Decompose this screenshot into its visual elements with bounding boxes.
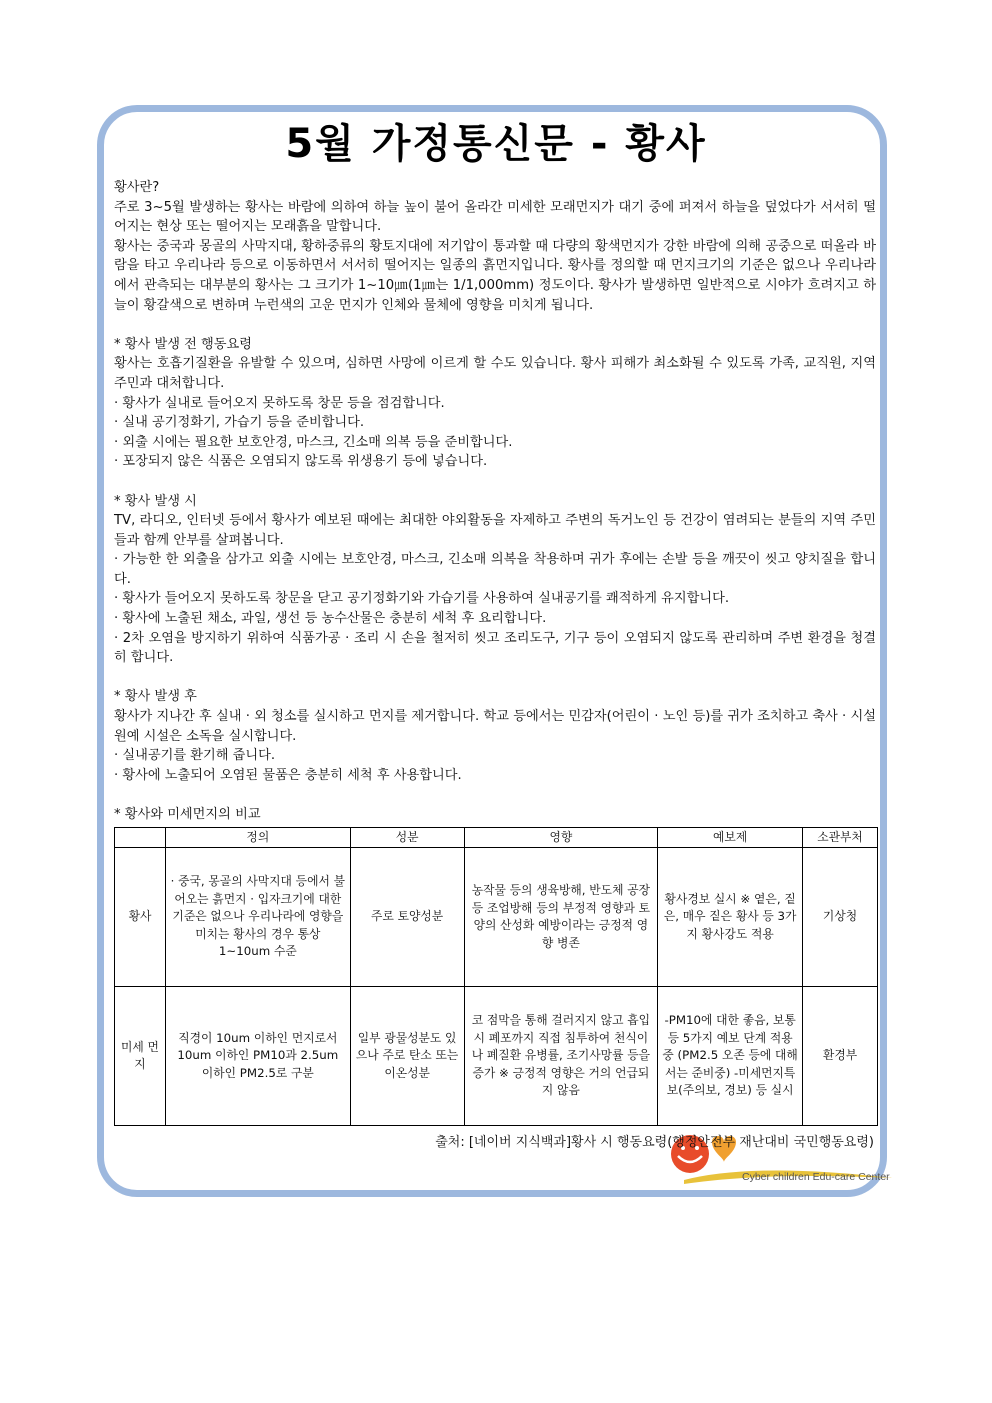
newsletter-body — [114, 178, 876, 825]
logo-caption: Cyber children Edu-care Center — [742, 1171, 890, 1183]
cell-definition: · 중국, 몽골의 사막지대 등에서 불어오는 흙먼지 · 입자크기에 대한 기준은 없으나 우리나라에 영향을 미치는 황사의 경우 통상 1~10um 수준 — [165, 848, 350, 987]
table-header: 정의 — [165, 828, 350, 848]
during-paragraph: TV, 라디오, 인터넷 등에서 황사가 예보된 때에는 최대한 야외활동을 자제하고 주변의 독거노인 등 건강이 염려되는 분들의 지역 주민들과 함께 안부를 살펴봅니다. — [114, 513, 876, 548]
during-bullet: · 황사가 들어오지 못하도록 창문을 닫고 공기정화기와 가습기를 사용하여 실내공기를 쾌적하게 유지합니다. — [114, 591, 730, 607]
table-header: 영향 — [464, 828, 658, 848]
cell-definition: 직경이 10um 이하인 먼지로서 10um 이하인 PM10과 2.5um 이하인 PM2.5로 구분 — [165, 987, 350, 1126]
during-bullet: · 가능한 한 외출을 삼가고 외출 시에는 보호안경, 마스크, 긴소매 의복을 착용하며 귀가 후에는 손발 등을 깨끗이 씻고 양치질을 합니다. — [114, 552, 876, 587]
source-citation: 출처: [네이버 지식백과]황사 시 행동요령(행정안전부 재난대비 국민행동요령) — [435, 1135, 874, 1150]
intro-paragraph-1: 주로 3~5월 발생하는 황사는 바람에 의하여 하늘 높이 불어 올라간 미세한 모래먼지가 대기 중에 퍼져서 하늘을 덮었다가 서서히 떨어지는 현상 또는 떨어지는 모래흙을 말합니다. — [114, 199, 876, 235]
during-bullet: · 2차 오염을 방지하기 위하여 식품가공 · 조리 시 손을 철저히 씻고 조리도구, 기구 등이 오염되지 않도록 관리하며 주변 환경을 청결히 합니다. — [114, 630, 876, 666]
cell-forecast: -PM10에 대한 좋음, 보통 등 5가지 예보 단계 적용중 (PM2.5 오존 등에 대해서는 준비중) -미세먼지특보(주의보, 경보) 등 실시 — [658, 987, 803, 1126]
after-bullet: · 황사에 노출되어 오염된 물품은 충분히 세척 후 사용합니다. — [114, 767, 462, 783]
table-header-row — [115, 828, 878, 848]
intro-heading: 황사란? — [114, 180, 160, 195]
cell-effect: 농작물 등의 생육방해, 반도체 공장 등 조업방해 등의 부정적 영향과 토양의 산성화 예방이라는 긍정적 영향 병존 — [464, 848, 658, 987]
cell-component: 일부 광물성분도 있으나 주로 탄소 또는 이온성분 — [350, 987, 464, 1126]
table-header: 소관부처 — [803, 828, 878, 848]
row-label: 미세 먼지 — [115, 987, 166, 1126]
cell-component: 주로 토양성분 — [350, 848, 464, 987]
intro-paragraph-2: 황사는 중국과 몽골의 사막지대, 황하중류의 황토지대에 저기압이 통과할 때 다량의 황색먼지가 강한 바람에 의해 공중으로 떠올라 바람을 타고 우리나라 등으로 이동하면서 서서히 떨어지는 일종의 흙먼지입니다. 황사를 정의할 때 먼지크기의 기준은 없으나 우리나라에서 관측되는 대부분의 황사는 그 크기가 1~10㎛(1㎛는 1/1,000mm) 정도이다. 황사가 발생하면 일반적으로 시야가 흐려지고 하늘이 황갈색으로 변하며 누런색의 고운 먼지가 인체와 물체에 영향을 미치게 됩니다. — [114, 238, 876, 313]
comparison-heading: * 황사와 미세먼지의 비교 — [114, 807, 261, 822]
table-header: 예보제 — [658, 828, 803, 848]
before-bullet: · 황사가 실내로 들어오지 못하도록 창문 등을 점검합니다. — [114, 395, 445, 411]
cell-ministry: 환경부 — [803, 987, 878, 1126]
before-heading: * 황사 발생 전 행동요령 — [114, 336, 253, 352]
before-bullet: · 외출 시에는 필요한 보호안경, 마스크, 긴소매 의복 등을 준비합니다. — [114, 434, 513, 450]
table-row — [115, 987, 878, 1126]
during-heading: * 황사 발생 시 — [114, 493, 197, 509]
cell-ministry: 기상청 — [803, 848, 878, 987]
before-bullet: · 실내 공기정화기, 가습기 등을 준비합니다. — [114, 415, 365, 431]
cell-effect: 코 점막을 통해 걸러지지 않고 흡입 시 폐포까지 직접 침투하여 천식이나 폐질환 유병률, 조기사망률 등을 증가 ※ 긍정적 영향은 거의 언급되지 않음 — [464, 987, 658, 1126]
during-bullet: · 황사에 노출된 채소, 과일, 생선 등 농수산물은 충분히 세척 후 요리합니다. — [114, 611, 547, 627]
table-row — [115, 848, 878, 987]
before-bullet: · 포장되지 않은 식품은 오염되지 않도록 위생용기 등에 넣습니다. — [114, 454, 488, 470]
table-header: 성분 — [350, 828, 464, 848]
table-header — [115, 828, 166, 848]
cell-forecast: 황사경보 실시 ※ 옅은, 짙은, 매우 짙은 황사 등 3가지 황사강도 적용 — [658, 848, 803, 987]
row-label: 황사 — [115, 848, 166, 987]
before-paragraph: 황사는 호흡기질환을 유발할 수 있으며, 심하면 사망에 이르게 할 수도 있습니다. 황사 피해가 최소화될 수 있도록 가족, 교직원, 지역 주민과 대처합니다. — [114, 356, 876, 391]
comparison-table — [114, 827, 878, 1126]
after-bullet: · 실내공기를 환기해 줍니다. — [114, 748, 276, 764]
after-paragraph: 황사가 지나간 후 실내 · 외 청소를 실시하고 먼지를 제거합니다. 학교 등에서는 민감자(어린이 · 노인 등)를 귀가 조치하고 축사 · 시설원예 시설은 소독을 실시합니다. — [114, 709, 876, 744]
after-heading: * 황사 발생 후 — [114, 689, 197, 705]
page-title: 5월 가정통신문 - 황사 — [285, 121, 707, 167]
